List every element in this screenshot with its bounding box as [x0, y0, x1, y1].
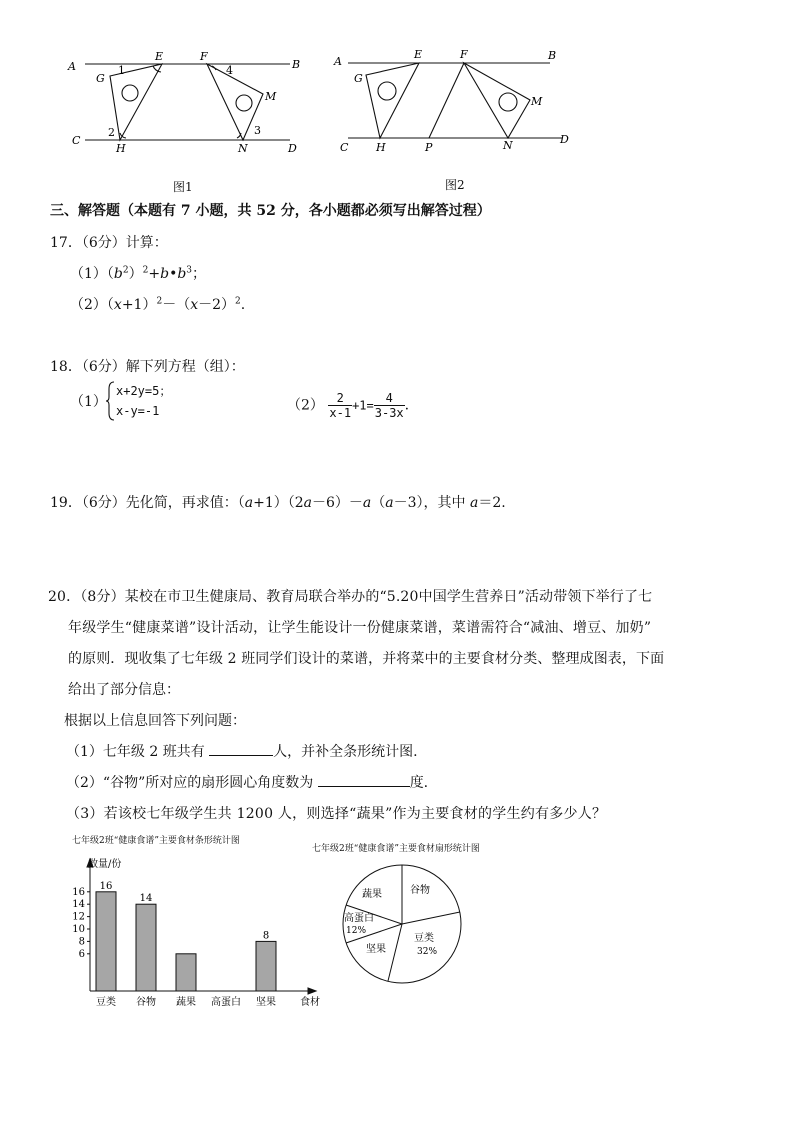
q17-p2-b: +1）: [121, 297, 157, 313]
bar-value-label: 8: [262, 930, 270, 942]
q17-p2-d: －2）: [198, 297, 236, 313]
q17-p2-end: .: [240, 297, 246, 313]
fig1-label-N: N: [238, 142, 248, 155]
q17-part1: [70, 263, 206, 283]
bar-category-label: 谷物: [136, 997, 156, 1008]
fig1-angle-1: 1: [118, 64, 125, 77]
bar-4: [256, 941, 276, 991]
q18-part1-label: （1）: [70, 394, 107, 410]
q18-eq1-sep: ；: [159, 384, 172, 398]
bar-value-label: 14: [139, 893, 153, 905]
bar-ytick-label: 10: [72, 924, 85, 935]
pie-label-guwu: 谷物: [410, 885, 430, 896]
q19: [50, 492, 506, 512]
bar-chart-ylabel: 数量/份: [88, 859, 122, 870]
fig2-label-M: M: [531, 95, 543, 108]
q17-p2-a: （2）（: [70, 297, 114, 313]
q17-p1-exp2: 2: [142, 265, 149, 276]
pie-label-gaodanbai: 高蛋白: [344, 913, 374, 924]
pie-chart-title: 七年级2班“健康食谱”主要食材扇形统计图: [312, 844, 480, 854]
bar-category-label: 坚果: [256, 997, 276, 1008]
q18-f2-num: 4: [374, 391, 405, 406]
q20-s1-b: 人，并补全条形统计图.: [273, 744, 418, 760]
q18-f1-den: x-1: [329, 406, 352, 420]
bar-ytick-label: 12: [72, 911, 85, 923]
fig1-label-F: F: [200, 50, 208, 63]
fig1-label-B: B: [292, 58, 301, 71]
q17-p1-var-b2: b: [160, 266, 170, 282]
q17-p1-dot: •: [169, 266, 178, 282]
q18-eq1: [116, 382, 171, 399]
bar-chart-title: 七年级2班“健康食谱”主要食材条形统计图: [72, 836, 240, 846]
bar-value-label: 16: [99, 880, 113, 892]
bar-ytick-label: 6: [78, 948, 85, 960]
q19-c: －6）－: [312, 495, 363, 511]
q20-s2-b: 度.: [409, 775, 429, 791]
q19-var-1: a: [244, 495, 254, 511]
q17-p1-var-b3: b: [177, 266, 187, 282]
fig1-angle-3: 3: [254, 124, 261, 137]
fig2-label-A: A: [334, 55, 342, 68]
fig1-angle-4: 4: [226, 64, 233, 77]
figure-1-caption: 图1: [173, 180, 193, 194]
fig1-label-A: A: [68, 60, 76, 73]
bar-category-label: 豆类: [96, 997, 116, 1008]
q17-p2-var-x2: x: [190, 297, 199, 313]
q18-eq2: x-y=-1: [116, 404, 160, 418]
q17-part2: [70, 294, 245, 314]
pie-percent-doulei: 32%: [417, 947, 438, 957]
answer-blank-2[interactable]: [318, 772, 410, 787]
fig1-label-G: G: [96, 72, 105, 85]
q17-p1-end: ；: [192, 266, 207, 282]
pie-label-jianguo: 坚果: [366, 944, 386, 955]
q19-var-2: a: [303, 495, 312, 511]
q20-s2-a: （2）“谷物”所对应的扇形圆心角度数为: [66, 775, 314, 791]
q18-fraction-2: [374, 391, 405, 420]
bar-ytick-label: 14: [72, 899, 85, 911]
q20-sub3: （3）若该校七年级学生共 1200 人，则选择“蔬果”作为主要食材的学生约有多少人？: [66, 806, 607, 822]
q19-var-4: a: [385, 495, 394, 511]
q20-line5: 根据以上信息回答下列问题：: [64, 713, 246, 729]
q18-f2-den: 3-3x: [374, 406, 404, 420]
fig2-label-H: H: [376, 141, 386, 154]
fig1-label-E: E: [155, 50, 164, 63]
q19-f: ＝2.: [478, 495, 506, 511]
q18-part2: [287, 391, 409, 420]
q19-e: －3），其中: [393, 495, 470, 511]
q18-fraction-1: [328, 391, 352, 420]
pie-chart: [330, 855, 480, 990]
bar-ytick-label: 8: [78, 936, 85, 948]
q17-p2-var-x1: x: [113, 297, 122, 313]
system-brace-icon: [106, 381, 116, 421]
q19-var-3: a: [362, 495, 372, 511]
q19-a: 19．（6分）先化简，再求值：（: [50, 495, 245, 511]
q17-p1-close: ）: [128, 266, 143, 282]
q17-p1-exp1: 2: [122, 265, 129, 276]
bar-0: [96, 892, 116, 991]
figure-2: [330, 45, 580, 160]
q17-stem: 17．（6分）计算：: [50, 235, 168, 251]
fig2-label-N: N: [503, 139, 513, 152]
pie-label-doulei: 豆类: [414, 933, 434, 944]
q20-line3: 的原则．现收集了七年级 2 班同学们设计的菜谱，并将菜中的主要食材分类、整理成图表，下面: [68, 651, 665, 667]
fig2-label-E: E: [414, 48, 423, 61]
fig1-label-M: M: [265, 90, 277, 103]
bar-ytick-label: 16: [72, 886, 85, 898]
q17-p1-prefix: （1）（: [70, 266, 114, 282]
q17-p1-exp3: 3: [186, 265, 193, 276]
bar-chart-xlabel: 食材: [300, 997, 320, 1008]
q19-var-5: a: [470, 495, 479, 511]
q20-sub2: [66, 772, 428, 792]
figure-2-caption: 图2: [445, 178, 465, 192]
q19-b: +1）（2: [253, 495, 304, 511]
fig1-label-H: H: [116, 142, 126, 155]
q17-p1-var-b: b: [113, 266, 123, 282]
fig2-label-B: B: [548, 49, 557, 62]
q18-f1-num: 2: [328, 391, 352, 406]
q17-p1-plus: +: [148, 266, 161, 282]
q20-line2: 年级学生“健康菜谱”设计活动，让学生能设计一份健康菜谱，菜谱需符合“减油、增豆、加奶”: [68, 620, 652, 636]
bar-1: [136, 904, 156, 991]
q20-sub1: [66, 741, 418, 761]
q17-p2-c: －（: [162, 297, 191, 313]
fig2-label-F: F: [460, 48, 468, 61]
q18-eq1-text: x+2y=5: [116, 384, 160, 398]
q19-d: （: [371, 495, 386, 511]
fig2-label-P: P: [425, 141, 433, 154]
answer-blank-1[interactable]: [209, 741, 273, 756]
figure-1: [60, 48, 310, 168]
q18-mid: +1=: [352, 398, 374, 413]
q18-stem: 18．（6分）解下列方程（组）：: [50, 359, 245, 375]
q17-p2-exp1: 2: [156, 296, 163, 307]
q18-part2-label: （2）: [287, 397, 324, 414]
q18-end: .: [404, 397, 410, 414]
q20-s1-a: （1）七年级 2 班共有: [66, 744, 205, 760]
pie-percent-gaodanbai: 12%: [346, 926, 367, 936]
q17-p2-exp2: 2: [235, 296, 241, 307]
fig1-angle-2: 2: [108, 126, 115, 139]
fig2-label-G: G: [354, 72, 363, 85]
section-heading: 三、解答题（本题有 7 小题，共 52 分，各小题都必须写出解答过程）: [50, 203, 491, 219]
q20-line1: 20．（8分）某校在市卫生健康局、教育局联合举办的“5.20中国学生营养日”活动带领下举行了七: [48, 589, 653, 605]
bar-chart: [60, 845, 330, 1015]
bar-category-label: 高蛋白: [211, 997, 241, 1008]
fig2-label-D: D: [560, 133, 569, 146]
bar-category-label: 蔬果: [176, 997, 196, 1008]
pie-label-shuguo: 蔬果: [362, 889, 382, 900]
q20-line4: 给出了部分信息：: [68, 682, 180, 698]
fig1-label-C: C: [72, 134, 81, 147]
bar-2: [176, 954, 196, 991]
fig2-label-C: C: [340, 141, 349, 154]
fig1-label-D: D: [288, 142, 297, 155]
